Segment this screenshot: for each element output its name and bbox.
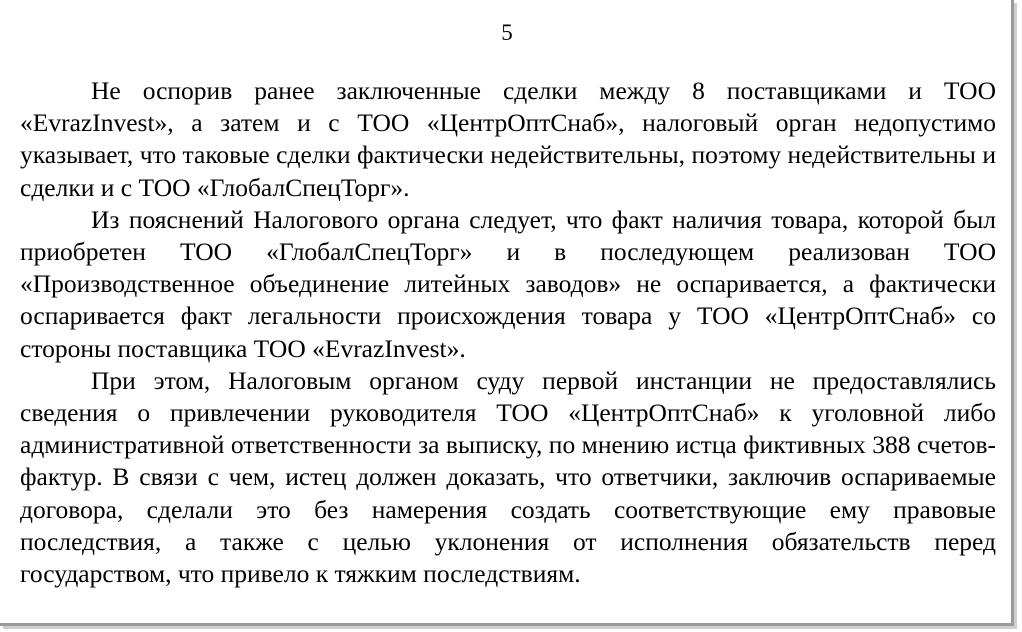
paragraph-3: При этом, Налоговым органом суду первой инстанции не предоставлялись сведения о привлечении руководителя ТОО «ЦентрОптСнаб» к уголовной либо административной ответственности за выписку, по мнению истца фиктивных 388 счетов-фактур. В связи с чем, истец должен доказать, что ответчики, заключив оспариваемые договора, сделали это без намерения создать соответствующие ему правовые последствия, а также с целью уклонения от исполнения обязательств перед государством, что привело к тяжким последствиям. [20,365,996,589]
paragraph-1: Не оспорив ранее заключенные сделки между 8 поставщиками и ТОО «EvrazInvest», а затем и с ТОО «ЦентрОптСнаб», налоговый орган недопустимо указывает, что таковые сделки фактически недействительны, поэтому недействительны и сделки и с ТОО «ГлобалСпецТорг». [20,76,996,202]
paragraph-2: Из пояснений Налогового органа следует, что факт наличия товара, которой был приобретен ТОО «ГлобалСпецТорг» и в последующем реализован ТОО «Производственное объединение литейных заводов» не оспаривается, а фактически оспаривается факт легальности происхождения товара у ТОО «ЦентрОптСнаб» со стороны поставщика ТОО «EvrazInvest». [20,204,996,363]
document-body [20,75,996,590]
page-number: 5 [501,20,513,45]
